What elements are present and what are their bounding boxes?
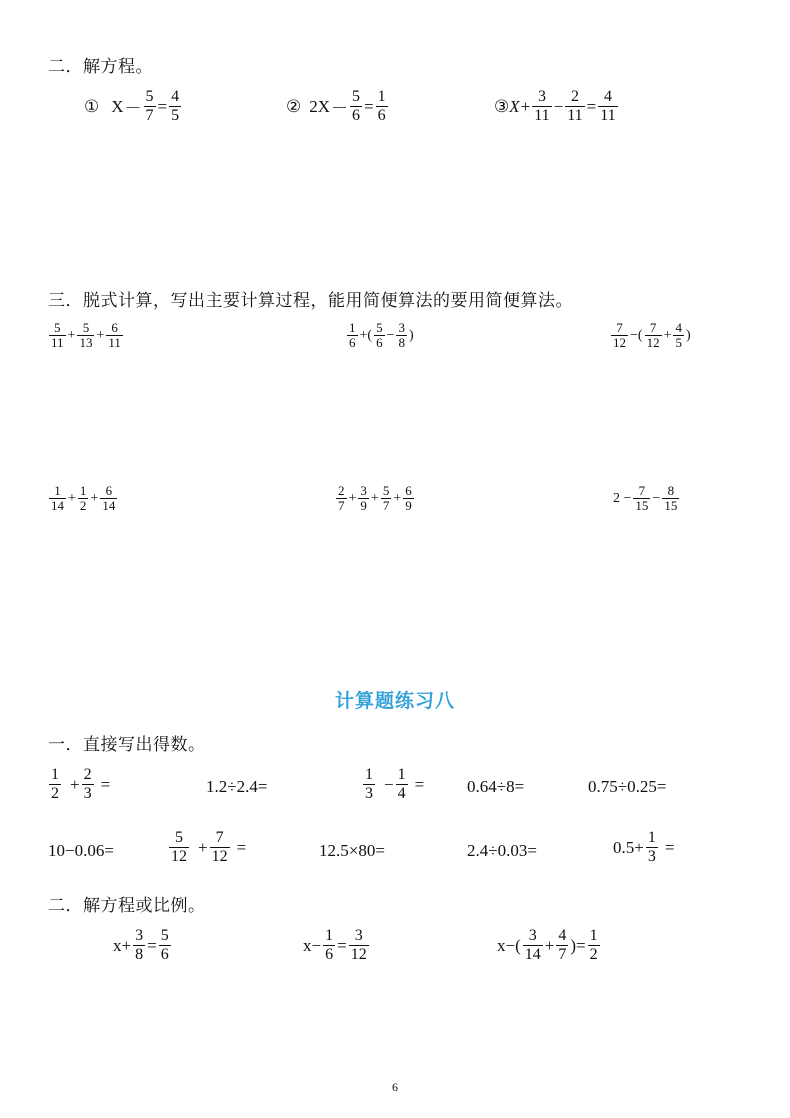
- calc-problem-4: [48, 484, 118, 514]
- denominator: 8: [135, 946, 144, 964]
- direct-problem-8: 12.5×80=: [319, 841, 385, 860]
- operator: =: [586, 96, 597, 116]
- denominator: 15: [635, 498, 649, 514]
- fraction: [633, 484, 650, 514]
- numerator: 7: [649, 320, 657, 335]
- numerator: 4: [603, 88, 612, 105]
- fraction: [523, 927, 543, 965]
- denominator: 6: [352, 107, 361, 125]
- denominator: 6: [376, 335, 383, 351]
- numerator: 8: [667, 483, 675, 498]
- operator: x−: [303, 935, 322, 955]
- calc-problem-6: [612, 484, 680, 514]
- numerator: 5: [145, 88, 154, 105]
- operator: −: [386, 327, 395, 343]
- fraction: [82, 766, 94, 804]
- page-number: 6: [392, 1080, 398, 1094]
- denominator: 9: [360, 498, 367, 514]
- direct-problem-1: [48, 766, 111, 804]
- denominator: 14: [102, 498, 116, 514]
- fraction: [673, 321, 684, 351]
- operator: －: [331, 99, 349, 119]
- operator: =: [236, 837, 247, 857]
- numerator: 1: [365, 766, 373, 783]
- operator: +: [68, 490, 76, 506]
- fraction: [556, 927, 568, 965]
- variable: X: [111, 96, 124, 116]
- section-3-heading: 三．脱式计算，写出主要计算过程，能用简便算法的要用简便算法。: [48, 291, 573, 310]
- direct-problem-5: 0.75÷0.25=: [588, 777, 667, 796]
- fraction: [374, 321, 385, 351]
- practice-title: 计算题练习八: [334, 691, 455, 712]
- fraction: [350, 88, 362, 126]
- operator: x−(: [497, 935, 521, 955]
- calc-problem-1: [48, 321, 124, 351]
- operator: −: [652, 490, 661, 506]
- operator: +(: [359, 327, 373, 343]
- solve-equation-3: [496, 927, 601, 965]
- fraction: [598, 88, 617, 126]
- operator: =: [157, 96, 168, 116]
- numerator: 1: [325, 927, 334, 944]
- denominator: 6: [349, 335, 356, 351]
- denominator: 12: [350, 946, 367, 964]
- numerator: 5: [352, 88, 361, 105]
- equation-2-label: ②: [286, 96, 302, 116]
- direct-problem-6: 10−0.06=: [48, 841, 114, 860]
- equation-3: [494, 88, 619, 126]
- operator: +: [90, 490, 99, 506]
- direct-problem-7: [168, 829, 247, 867]
- numerator: 6: [405, 483, 412, 498]
- denominator: 2: [51, 785, 59, 803]
- variable: 2X: [309, 96, 331, 116]
- fraction: [159, 927, 171, 965]
- direct-problem-4: 0.64÷8=: [467, 777, 525, 796]
- fraction: [210, 829, 230, 867]
- fraction: [358, 484, 369, 514]
- numerator: 1: [349, 320, 356, 335]
- operator: 0.5+: [613, 837, 644, 857]
- fraction: [323, 927, 335, 965]
- denominator: 13: [79, 335, 93, 351]
- fraction: [169, 829, 189, 867]
- fraction: [646, 829, 658, 867]
- fraction: [611, 321, 628, 351]
- fraction: [565, 88, 584, 126]
- equation-1-label: ①: [84, 96, 100, 116]
- numerator: 6: [105, 483, 113, 498]
- operator: =: [147, 935, 157, 955]
- fraction: [49, 484, 66, 514]
- operator: −: [384, 774, 394, 794]
- denominator: 7: [338, 498, 345, 514]
- numerator: 1: [51, 766, 59, 783]
- fraction: [376, 88, 388, 126]
- denominator: 6: [160, 946, 169, 964]
- operator: =: [414, 774, 425, 794]
- denominator: 3: [647, 848, 656, 866]
- numerator: 5: [160, 927, 169, 944]
- numerator: 3: [537, 88, 546, 105]
- denominator: 6: [377, 107, 386, 125]
- solve-equation-2: [302, 927, 370, 965]
- operator: =: [100, 774, 111, 794]
- calc-problem-3: [610, 321, 692, 351]
- operator: =: [664, 837, 675, 857]
- operator: +: [198, 837, 208, 857]
- fraction: [349, 927, 369, 965]
- numerator: 5: [376, 320, 383, 335]
- equation-3-label: ③: [494, 96, 510, 116]
- denominator: 5: [171, 107, 180, 125]
- fraction: [100, 484, 117, 514]
- denominator: 14: [524, 946, 541, 964]
- denominator: 11: [600, 107, 616, 125]
- numerator: 2: [338, 483, 345, 498]
- fraction: [363, 766, 375, 804]
- fraction: [336, 484, 347, 514]
- direct-problem-10: [612, 829, 675, 867]
- numerator: 1: [589, 927, 598, 944]
- calc-problem-2: [346, 321, 415, 351]
- fraction: [396, 321, 407, 351]
- denominator: 9: [405, 498, 412, 514]
- fraction: [106, 321, 123, 351]
- part-2-heading: 二．解方程或比例。: [48, 896, 206, 915]
- fraction: [662, 484, 679, 514]
- fraction: [396, 766, 408, 804]
- denominator: 11: [108, 335, 121, 351]
- denominator: 12: [613, 335, 626, 351]
- denominator: 3: [83, 785, 92, 803]
- operator: ): [685, 327, 691, 343]
- numerator: 3: [135, 927, 144, 944]
- denominator: 12: [646, 335, 660, 351]
- direct-problem-3: [362, 766, 425, 804]
- direct-problem-2: 1.2÷2.4=: [206, 777, 268, 796]
- denominator: 6: [325, 946, 334, 964]
- operator: −(: [630, 327, 643, 343]
- numerator: 4: [675, 320, 682, 335]
- equation-1: [84, 88, 182, 126]
- direct-problem-9: 2.4÷0.03=: [467, 841, 537, 860]
- fraction: [532, 88, 551, 126]
- operator: =: [364, 96, 374, 116]
- operator: +: [544, 935, 555, 955]
- equation-2: [286, 88, 389, 126]
- denominator: 12: [171, 848, 187, 866]
- denominator: 11: [51, 335, 64, 351]
- numerator: 2: [83, 766, 92, 783]
- numerator: 1: [377, 88, 386, 105]
- numerator: 6: [111, 320, 118, 335]
- operator: +: [663, 327, 672, 343]
- fraction: [144, 88, 156, 126]
- fraction: [588, 927, 600, 965]
- fraction: [403, 484, 414, 514]
- operator: +: [393, 490, 402, 506]
- variable: X: [509, 96, 520, 116]
- numerator: 5: [54, 320, 61, 335]
- section-2-heading: 二．解方程。: [48, 57, 153, 76]
- denominator: 7: [558, 946, 567, 964]
- operator: )=: [570, 935, 586, 955]
- operator: ): [408, 327, 414, 343]
- denominator: 4: [397, 785, 406, 803]
- operator: +: [520, 96, 531, 116]
- denominator: 11: [534, 107, 550, 125]
- fraction: [381, 484, 392, 514]
- denominator: 11: [567, 107, 583, 125]
- numerator: 4: [558, 927, 567, 944]
- fraction: [78, 484, 89, 514]
- numerator: 3: [398, 320, 405, 335]
- calc-problem-5: [335, 484, 415, 514]
- denominator: 2: [79, 498, 87, 514]
- numerator: 7: [638, 483, 646, 498]
- fraction: [49, 766, 61, 804]
- numerator: 2: [570, 88, 579, 105]
- denominator: 12: [211, 848, 228, 866]
- numerator: 3: [360, 483, 367, 498]
- numerator: 5: [382, 483, 390, 498]
- fraction: [77, 321, 94, 351]
- numerator: 5: [82, 320, 90, 335]
- operator: +: [96, 327, 105, 343]
- denominator: 5: [675, 335, 682, 351]
- fraction: [49, 321, 66, 351]
- numerator: 1: [79, 483, 87, 498]
- fraction: [347, 321, 358, 351]
- numerator: 3: [354, 927, 363, 944]
- operator: －: [124, 99, 142, 119]
- denominator: 2: [589, 946, 598, 964]
- denominator: 15: [664, 498, 678, 514]
- denominator: 7: [145, 107, 154, 125]
- numerator: 4: [171, 88, 180, 105]
- fraction: [645, 321, 662, 351]
- numerator: 7: [215, 829, 224, 846]
- denominator: 3: [365, 785, 373, 803]
- numerator: 3: [528, 927, 537, 944]
- operator: +: [370, 490, 379, 506]
- fraction: [133, 927, 145, 965]
- fraction: [169, 88, 181, 126]
- denominator: 8: [398, 335, 405, 351]
- numerator: 7: [616, 320, 623, 335]
- operator: x+: [113, 935, 132, 955]
- operator: =: [337, 935, 347, 955]
- operator: +: [67, 327, 76, 343]
- numerator: 5: [175, 829, 183, 846]
- numerator: 1: [54, 483, 61, 498]
- denominator: 14: [51, 498, 64, 514]
- operator: 2 −: [613, 490, 632, 506]
- part-1-heading: 一．直接写出得数。: [48, 735, 206, 754]
- solve-equation-1: [112, 927, 172, 965]
- operator: +: [70, 774, 80, 794]
- numerator: 1: [397, 766, 406, 783]
- numerator: 1: [647, 829, 656, 846]
- denominator: 7: [382, 498, 390, 514]
- operator: +: [348, 490, 357, 506]
- operator: −: [553, 96, 564, 116]
